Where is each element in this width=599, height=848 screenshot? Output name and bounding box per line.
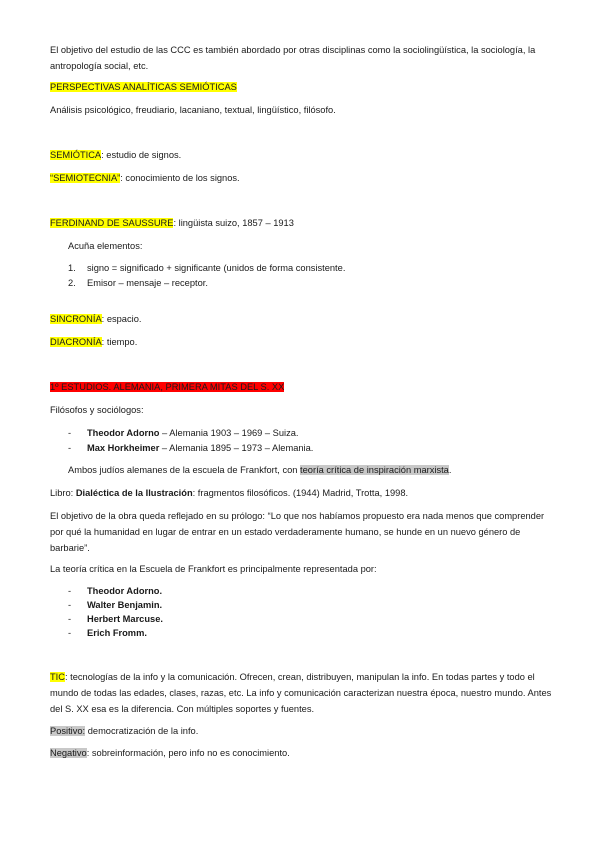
perspectivas-heading-text: PERSPECTIVAS ANALÍTICAS SEMIÓTICAS xyxy=(50,82,237,92)
estudios-heading xyxy=(50,380,555,395)
libro-line xyxy=(50,486,555,501)
ambos-line xyxy=(68,463,555,478)
diacronia-def: : tiempo. xyxy=(101,337,138,347)
semiotecnia-term: “SEMIOTECNIA” xyxy=(50,173,121,183)
list-dash: - xyxy=(68,443,72,453)
tic-def: : tecnologías de la info y la comunicación. Ofrecen, crean, distribuyen, manipulan la info. En todas partes y todo el mundo de todas las edades, clases, razas, etc. La info y comunicación caracterizan nuestra época, nuestro mundo. Antes del S. XX esa es la diferencia. Con múltiples soportes y fuentes. xyxy=(50,672,552,714)
saussure-term: FERDINAND DE SAUSSURE xyxy=(50,218,174,228)
semiotica-line xyxy=(50,148,555,163)
positivo-def: democratización de la info. xyxy=(85,726,199,736)
semiotica-term: SEMIÓTICA xyxy=(50,150,102,160)
person-info: – Alemania 1903 – 1969 – Suiza. xyxy=(159,428,299,438)
list-item-text xyxy=(87,441,313,456)
list-item-text: Herbert Marcuse. xyxy=(87,614,163,624)
intro-paragraph: El objetivo del estudio de las CCC es también abordado por otras disciplinas como la sociolingüística, la sociología, la antropología social, etc. xyxy=(50,45,536,71)
sincronia-term: SINCRONÍA xyxy=(50,314,102,324)
libro-label: Libro: xyxy=(50,488,76,498)
tic-term: TIC xyxy=(50,672,65,682)
teoria-critica-line: La teoría crítica en la Escuela de Frankfort es principalmente representada por: xyxy=(50,564,377,574)
libro-rest: : fragmentos filosóficos. (1944) Madrid, Trotta, 1998. xyxy=(192,488,409,498)
perspectivas-heading xyxy=(50,80,555,95)
negativo-line xyxy=(50,746,555,761)
negativo-def: : sobreinformación, pero info no es conocimiento. xyxy=(86,748,290,758)
list-number: 1. xyxy=(68,263,76,273)
list-dash: - xyxy=(68,428,72,438)
saussure-def: : lingüista suizo, 1857 – 1913 xyxy=(173,218,294,228)
ambos-text: Ambos judíos alemanes de la escuela de Frankfort, con xyxy=(68,465,301,475)
objetivo-obra-paragraph: El objetivo de la obra queda reflejado en su prólogo: “Lo que nos habíamos propuesto era nada menos que comprender por qué la humanidad en lugar de entrar en un estado verdaderamente humano, se hunde en un nuevo género de barbarie”. xyxy=(50,511,545,553)
list-dash: - xyxy=(68,586,72,596)
positivo-term: Positivo: xyxy=(50,726,86,736)
person-name: Theodor Adorno xyxy=(87,428,160,438)
perspectivas-list: Análisis psicológico, freudiario, lacaniano, textual, lingüístico, filósofo. xyxy=(50,105,336,115)
person-info: – Alemania 1895 – 1973 – Alemania. xyxy=(159,443,314,453)
negativo-term: Negativo xyxy=(50,748,87,758)
list-item-text: Theodor Adorno. xyxy=(87,586,163,596)
sincronia-def: : espacio. xyxy=(101,314,142,324)
semiotica-def: : estudio de signos. xyxy=(101,150,182,160)
ambos-highlight: teoría crítica de inspiración marxista xyxy=(300,465,449,475)
list-item-text: signo = significado + significante (unidos de forma consistente. xyxy=(87,263,346,273)
acuna-line: Acuña elementos: xyxy=(68,241,143,251)
diacronia-line xyxy=(50,335,555,350)
list-dash: - xyxy=(68,628,72,638)
list-item-text: Erich Fromm. xyxy=(87,628,147,638)
list-item-text xyxy=(87,426,299,441)
tic-paragraph xyxy=(50,669,555,717)
list-item-text: Emisor – mensaje – receptor. xyxy=(87,278,208,288)
sincronia-line xyxy=(50,312,555,327)
libro-title: Dialéctica de la Ilustración xyxy=(75,488,193,498)
list-dash: - xyxy=(68,600,72,610)
saussure-line xyxy=(50,216,555,231)
estudios-heading-text: 1º ESTUDIOS. ALEMANIA, PRIMERA MITAS DEL S. XX xyxy=(50,382,285,392)
list-number: 2. xyxy=(68,278,76,288)
positivo-line xyxy=(50,724,555,739)
filosofos-label: Filósofos y sociólogos: xyxy=(50,405,144,415)
ambos-end: . xyxy=(448,465,452,475)
list-dash: - xyxy=(68,614,72,624)
diacronia-term: DIACRONÍA xyxy=(50,337,102,347)
semiotecnia-def: : conocimiento de los signos. xyxy=(120,173,240,183)
list-item-text: Walter Benjamin. xyxy=(87,600,163,610)
person-name: Max Horkheimer xyxy=(87,443,160,453)
semiotecnia-line xyxy=(50,171,555,186)
